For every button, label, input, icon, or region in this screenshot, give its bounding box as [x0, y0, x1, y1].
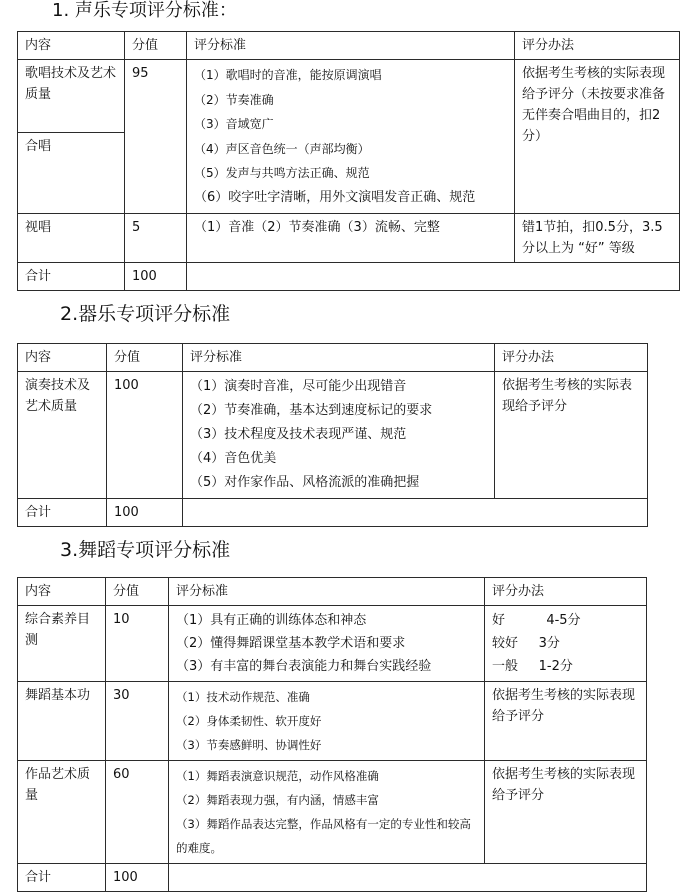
method-cell [485, 606, 647, 682]
header-content: 内容 [18, 32, 125, 60]
row-score: 30 [106, 682, 169, 761]
criteria-item: （1）舞蹈表演意识规范，动作风格准确 [176, 769, 379, 783]
row-content: 歌唱技术及艺术质量 [18, 60, 125, 133]
criteria-item: （2）节奏准确，基本达到速度标记的要求 [190, 403, 433, 418]
score-level: 好 4-5分 [492, 613, 581, 628]
row-score: 100 [107, 372, 183, 499]
criteria-item: （3）节奏感鲜明、协调性好 [176, 738, 322, 752]
method-cell: 依据考生考核的实际表现给予评分 [485, 761, 647, 864]
header-method: 评分办法 [495, 344, 648, 372]
header-criteria: 评分标准 [183, 344, 495, 372]
method-cell: 依据考生考核的实际表现给予评分 [485, 682, 647, 761]
total-value: 100 [125, 263, 187, 291]
criteria-cell [169, 682, 485, 761]
criteria-cell [183, 372, 495, 499]
section-2-title: 2.器乐专项评分标准 [60, 303, 231, 325]
criteria-cell [169, 606, 485, 682]
criteria-item: （2）懂得舞蹈课堂基本教学术语和要求 [176, 636, 406, 651]
header-score: 分值 [106, 578, 169, 606]
row-score: 95 [125, 60, 187, 214]
criteria-cell [169, 761, 485, 864]
score-level: 较好 3分 [492, 636, 560, 651]
criteria-cell [187, 60, 515, 214]
section-3-title: 3.舞蹈专项评分标准 [60, 539, 231, 561]
total-value: 100 [106, 864, 169, 892]
row-content: 演奏技术及艺术质量 [18, 372, 107, 499]
row-score: 60 [106, 761, 169, 864]
criteria-item: （3）技术程度及技术表现严谨、规范 [190, 427, 407, 442]
criteria-item: （1）演奏时音准，尽可能少出现错音 [190, 379, 407, 394]
method-cell: 依据考生考核的实际表现给予评分（未按要求准备无伴奏合唱曲目的，扣2分） [515, 60, 680, 214]
row-score: 10 [106, 606, 169, 682]
header-content: 内容 [18, 344, 107, 372]
row-content: 合唱 [18, 132, 125, 213]
total-label: 合计 [18, 864, 106, 892]
header-content: 内容 [18, 578, 106, 606]
dance-scoring-table [17, 577, 647, 892]
score-level: 一般 1-2分 [492, 659, 573, 674]
criteria-item: （4）音色优美 [190, 451, 277, 466]
total-label: 合计 [18, 499, 107, 527]
header-score: 分值 [125, 32, 187, 60]
criteria-item: （5）发声与共鸣方法正确、规范 [194, 166, 370, 180]
total-label: 合计 [18, 263, 125, 291]
criteria-item: （6）咬字吐字清晰，用外文演唱发音正确、规范 [194, 189, 476, 205]
row-content: 舞蹈基本功 [18, 682, 106, 761]
empty-cell [169, 864, 647, 892]
section-1-title: 1. 声乐专项评分标准： [52, 0, 237, 21]
criteria-item: （1）技术动作规范、准确 [176, 690, 310, 704]
criteria-item: （4）声区音色统一（声部均衡） [194, 141, 370, 156]
method-cell: 依据考生考核的实际表现给予评分 [495, 372, 648, 499]
total-value: 100 [107, 499, 183, 527]
row-content: 综合素养目测 [18, 606, 106, 682]
criteria-item: （2）身体柔韧性、软开度好 [176, 714, 322, 728]
header-criteria: 评分标准 [169, 578, 485, 606]
criteria-item: （3）有丰富的舞台表演能力和舞台实践经验 [176, 659, 432, 674]
row-content: 作品艺术质量 [18, 761, 106, 864]
criteria-item: （3）音域宽广 [194, 117, 274, 131]
criteria-item: （3）舞蹈作品表达完整，作品风格有一定的专业性和较高的难度。 [176, 817, 471, 855]
vocal-scoring-table [17, 31, 680, 291]
header-criteria: 评分标准 [187, 32, 515, 60]
empty-cell [183, 499, 648, 527]
criteria-item: （2）节奏准确 [194, 92, 274, 107]
header-method: 评分办法 [515, 32, 680, 60]
header-method: 评分办法 [485, 578, 647, 606]
instrumental-scoring-table [17, 343, 648, 527]
criteria-item: （1）歌唱时的音准，能按原调演唱 [194, 68, 382, 82]
method-cell: 错1节拍，扣0.5分，3.5分以上为 “好” 等级 [515, 214, 680, 263]
criteria-item: （5）对作家作品、风格流派的准确把握 [190, 475, 420, 490]
criteria-item: （2）舞蹈表现力强，有内涵，情感丰富 [176, 793, 379, 807]
row-score: 5 [125, 214, 187, 263]
criteria-cell: （1）音准（2）节奏准确（3）流畅、完整 [187, 214, 515, 263]
empty-cell [187, 263, 680, 291]
criteria-item: （1）具有正确的训练体态和神态 [176, 613, 367, 628]
row-content: 视唱 [18, 214, 125, 263]
header-score: 分值 [107, 344, 183, 372]
